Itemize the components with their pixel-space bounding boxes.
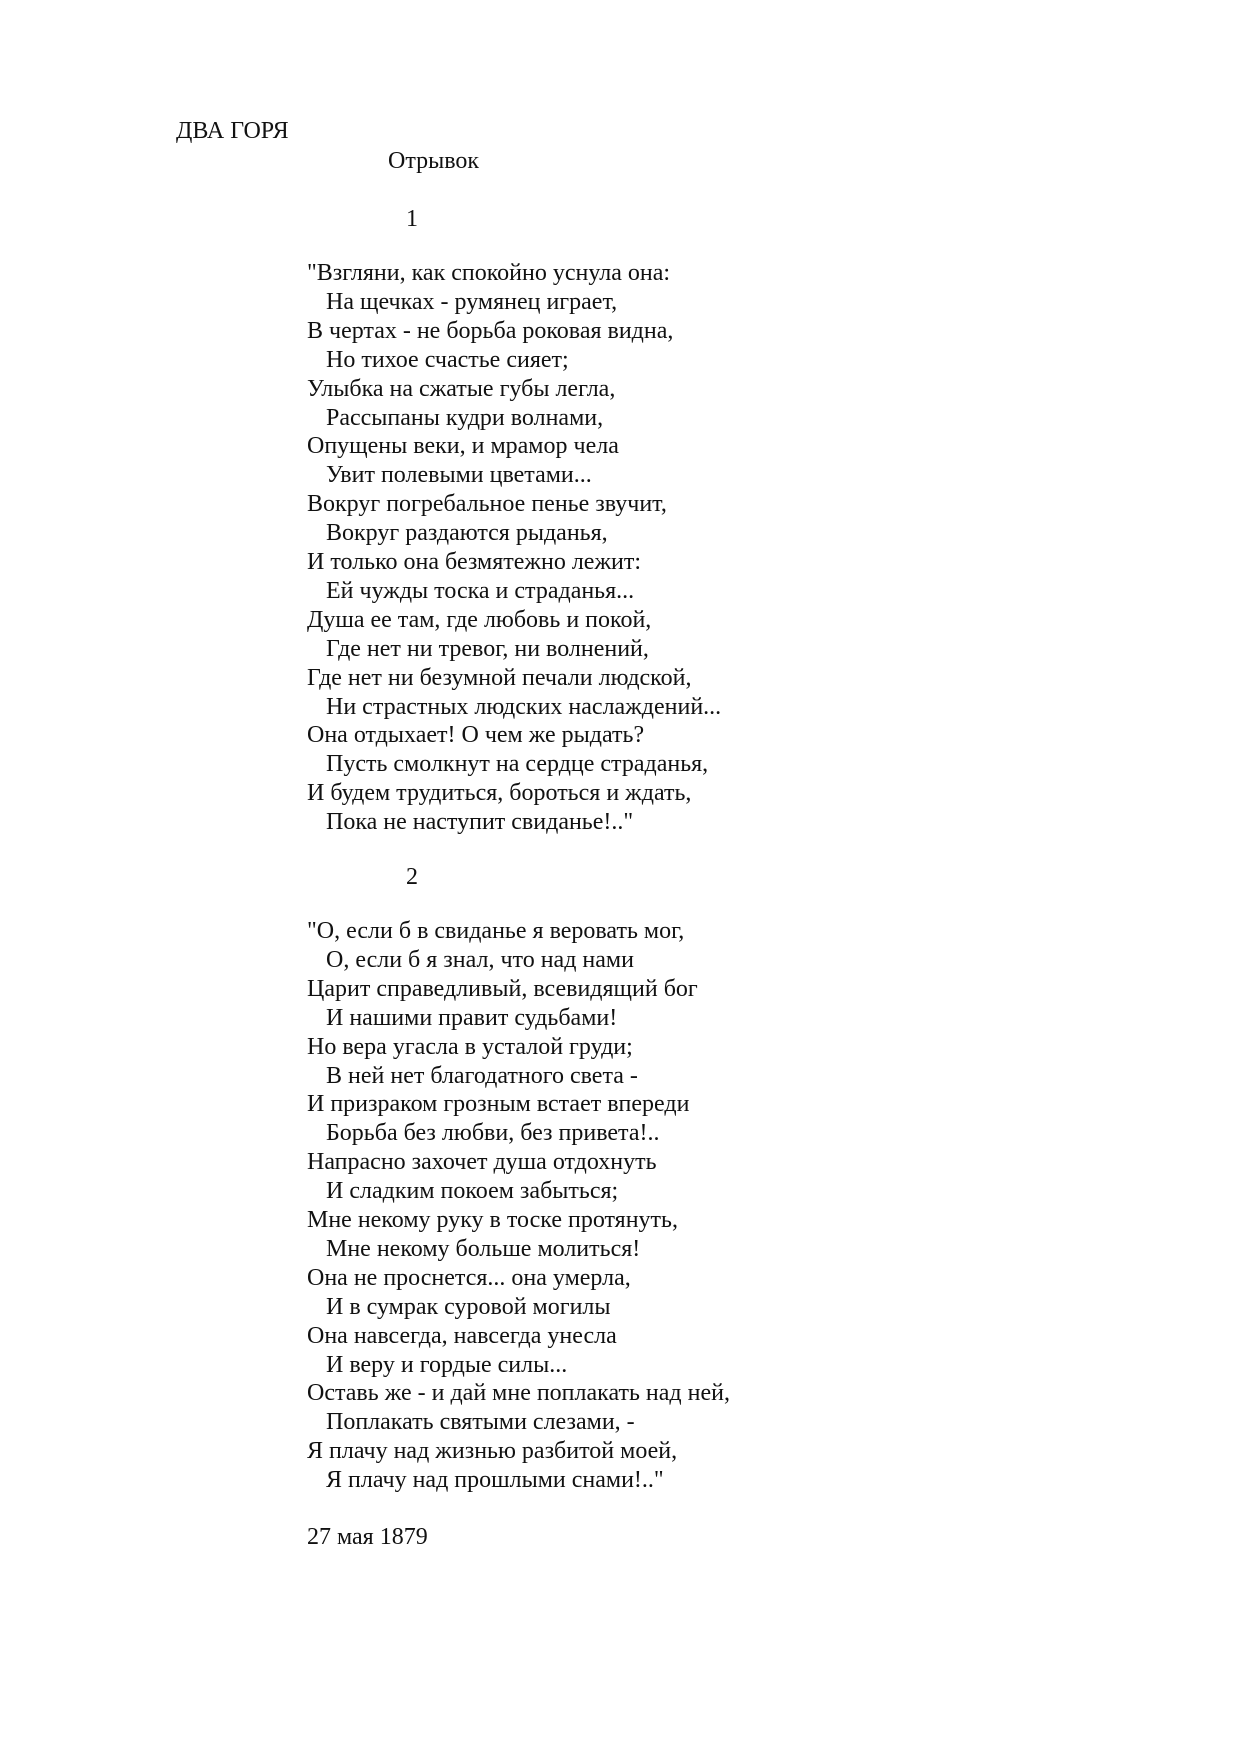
poem-line: Она отдыхает! О чем же рыдать? [307,722,645,748]
poem-date: 27 мая 1879 [307,1524,428,1550]
poem-subtitle: Отрывок [388,148,480,174]
poem-line: И нашими правит судьбами! [326,1005,618,1031]
poem-line: Она не проснется... она умерла, [307,1265,631,1291]
poem-line: Напрасно захочет душа отдохнуть [307,1149,657,1175]
poem-line: На щечках - румянец играет, [326,289,618,315]
poem-line: Пусть смолкнут на сердце страданья, [326,751,709,777]
poem-line: И призраком грозным встает впереди [307,1091,690,1117]
poem-line: Она навсегда, навсегда унесла [307,1323,617,1349]
poem-line: Где нет ни безумной печали людской, [307,665,692,691]
poem-line: Вокруг раздаются рыданья, [326,520,608,546]
poem-line: И в сумрак суровой могилы [326,1294,611,1320]
poem-line: Царит справедливый, всевидящий бог [307,976,698,1002]
poem-line: Я плачу над прошлыми снами!.." [326,1467,664,1493]
poem-line: Но вера угасла в усталой груди; [307,1034,633,1060]
poem-line: Вокруг погребальное пенье звучит, [307,491,667,517]
poem-line: "Взгляни, как спокойно уснула она: [307,260,671,286]
stanza-2-number: 2 [406,864,418,890]
stanza-1-number: 1 [406,206,418,232]
poem-line: Оставь же - и дай мне поплакать над ней, [307,1380,730,1406]
poem-line: Душа ее там, где любовь и покой, [307,607,652,633]
poem-line: Но тихое счастье сияет; [326,347,569,373]
poem-title: ДВА ГОРЯ [176,118,289,144]
poem-line: Рассыпаны кудри волнами, [326,405,604,431]
poem-line: В чертах - не борьба роковая видна, [307,318,674,344]
poem-line: Ей чужды тоска и страданья... [326,578,635,604]
poem-line: Опущены веки, и мрамор чела [307,433,619,459]
poem-line: Увит полевыми цветами... [326,462,592,488]
poem-line: Борьба без любви, без привета!.. [326,1120,660,1146]
poem-line: Пока не наступит свиданье!.." [326,809,634,835]
poem-line: Мне некому больше молиться! [326,1236,641,1262]
poem-line: Улыбка на сжатые губы легла, [307,376,616,402]
poem-line: И веру и гордые силы... [326,1352,568,1378]
poem-line: Мне некому руку в тоске протянуть, [307,1207,678,1233]
poem-line: О, если б я знал, что над нами [326,947,634,973]
poem-line: "О, если б в свиданье я веровать мог, [307,918,685,944]
poem-line: И только она безмятежно лежит: [307,549,642,575]
poem-line: И сладким покоем забыться; [326,1178,619,1204]
poem-line: Где нет ни тревог, ни волнений, [326,636,649,662]
poem-line: Поплакать святыми слезами, - [326,1409,635,1435]
poem-line: И будем трудиться, бороться и ждать, [307,780,692,806]
poem-line: Ни страстных людских наслаждений... [326,694,722,720]
poem-line: В ней нет благодатного света - [326,1063,638,1089]
poem-line: Я плачу над жизнью разбитой моей, [307,1438,678,1464]
